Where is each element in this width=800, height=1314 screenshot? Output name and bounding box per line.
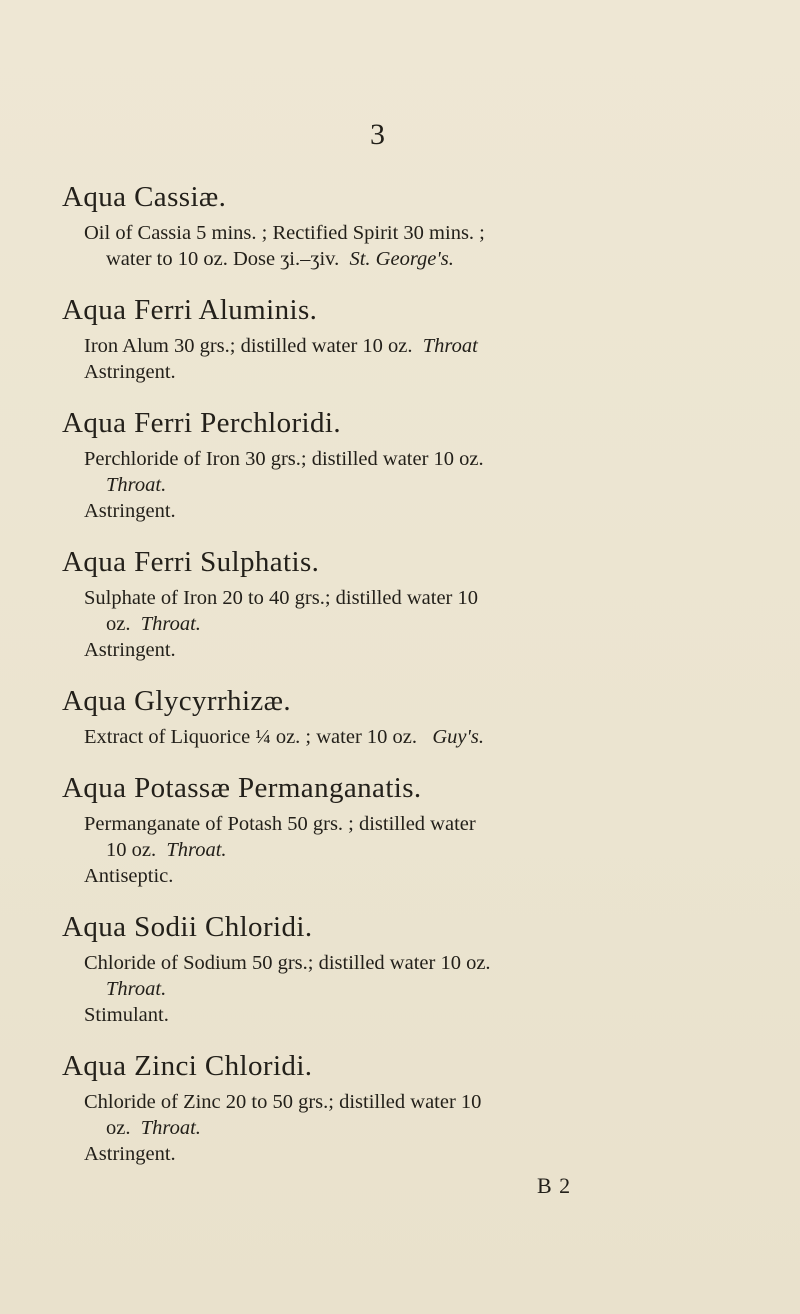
page-number: 3 <box>370 118 385 151</box>
entry-line: Permanganate of Potash 50 grs. ; distilled water <box>84 813 476 835</box>
entry-line: Astringent. <box>84 639 176 661</box>
entry-use: Throat. <box>106 474 167 496</box>
entry-aqua-cassiae <box>62 180 722 272</box>
entry-line: Oil of Cassia 5 mins. ; Rectified Spirit 30 mins. ; <box>84 222 485 244</box>
entry-aqua-zinci-chloridi <box>62 1049 722 1167</box>
entry-line: Sulphate of Iron 20 to 40 grs.; distilled water 10 <box>84 587 478 609</box>
entry-line <box>84 611 722 637</box>
entry-line: Astringent. <box>84 500 176 522</box>
entry-use: Throat. <box>140 613 201 635</box>
entry-text: oz. <box>106 613 131 635</box>
entry-body <box>84 724 722 750</box>
entry-text: water to 10 oz. Dose ʒi.–ʒiv. <box>106 248 340 270</box>
entry-line: Antiseptic. <box>84 865 174 887</box>
entry-use: Throat. <box>140 1117 201 1139</box>
entry-body <box>84 585 722 663</box>
entry-aqua-ferri-sulphatis <box>62 545 722 663</box>
entry-body <box>84 333 722 385</box>
entry-line <box>84 1115 722 1141</box>
signature-mark: B 2 <box>537 1173 572 1198</box>
entry-text: oz. <box>106 1117 131 1139</box>
entry-title: Aqua Ferri Aluminis. <box>62 294 318 326</box>
entry-title: Aqua Cassiæ. <box>62 181 227 213</box>
entry-use: Throat. <box>106 978 167 1000</box>
entry-text: Iron Alum 30 grs.; distilled water 10 oz. <box>84 335 413 357</box>
entry-aqua-ferri-perchloridi <box>62 406 722 524</box>
entry-title: Aqua Glycyrrhizæ. <box>62 685 292 717</box>
entry-aqua-ferri-aluminis <box>62 293 722 385</box>
entry-aqua-potassae-permanganatis <box>62 771 722 889</box>
entry-title: Aqua Ferri Perchloridi. <box>62 407 341 439</box>
entry-body <box>84 446 722 524</box>
entry-line: Astringent. <box>84 361 176 383</box>
entry-title: Aqua Ferri Sulphatis. <box>62 546 320 578</box>
entry-body <box>84 220 722 272</box>
formulary-entries <box>62 180 722 1188</box>
entry-line: Perchloride of Iron 30 grs.; distilled water 10 oz. <box>84 448 484 470</box>
entry-line <box>84 333 722 359</box>
entry-line: Stimulant. <box>84 1004 169 1026</box>
entry-body <box>84 811 722 889</box>
entry-title: Aqua Zinci Chloridi. <box>62 1050 313 1082</box>
entry-source: St. George's. <box>349 248 454 270</box>
entry-use: Throat. <box>166 839 227 861</box>
entry-line: Chloride of Sodium 50 grs.; distilled water 10 oz. <box>84 952 491 974</box>
entry-source: Guy's. <box>432 726 485 748</box>
entry-body <box>84 1089 722 1167</box>
entry-text: Extract of Liquorice ¼ oz. ; water 10 oz. <box>84 726 417 748</box>
entry-aqua-sodii-chloridi <box>62 910 722 1028</box>
entry-line: Chloride of Zinc 20 to 50 grs.; distilled water 10 <box>84 1091 482 1113</box>
entry-title: Aqua Sodii Chloridi. <box>62 911 313 943</box>
entry-text: 10 oz. <box>106 839 157 861</box>
entry-line <box>84 724 722 750</box>
entry-line <box>84 837 722 863</box>
entry-aqua-glycyrrhizae <box>62 684 722 750</box>
entry-use: Throat <box>422 335 478 357</box>
entry-line: Astringent. <box>84 1143 176 1165</box>
entry-body <box>84 950 722 1028</box>
entry-title: Aqua Potassæ Permanganatis. <box>62 772 422 804</box>
entry-line <box>84 246 722 272</box>
